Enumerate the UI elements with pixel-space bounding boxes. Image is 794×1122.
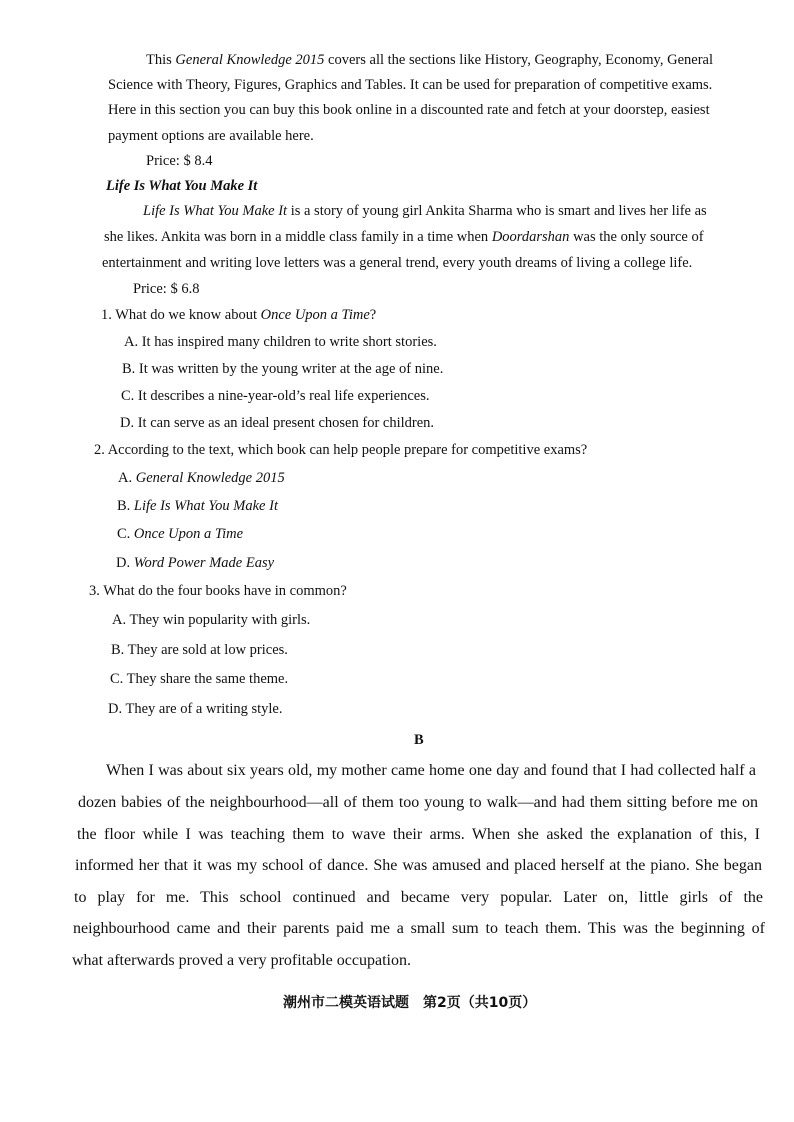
question-1-option-d: D. It can serve as an ideal present chosen for children. [120, 415, 435, 431]
life-paragraph-line-3: entertainment and writing love letters was a general trend, every youth dreams of living a college life. [102, 255, 693, 271]
question-2-option-a: A. General Knowledge 2015 [118, 470, 285, 486]
question-2-option-b: B. Life Is What You Make It [117, 498, 278, 514]
gk-book-title: General Knowledge 2015 [175, 52, 325, 68]
section-b-line-5: to play for me. This school continued and became very popular. Later on, little girls of the [74, 889, 763, 906]
question-2-option-d: D. Word Power Made Easy [116, 555, 275, 571]
gk-paragraph-line-1: This General Knowledge 2015 covers all the sections like History, Geography, Economy, General [146, 52, 713, 68]
life-heading: Life Is What You Make It [106, 178, 258, 194]
question-2-stem: 2. According to the text, which book can help people prepare for competitive exams? [94, 442, 588, 458]
section-b-heading: B [414, 732, 424, 748]
question-3-option-c: C. They share the same theme. [110, 671, 289, 687]
question-1-stem: 1. What do we know about Once Upon a Time? [101, 307, 377, 323]
section-b-line-1: When I was about six years old, my mother came home one day and found that I had collected half a [106, 762, 756, 779]
life-paragraph-line-2: she likes. Ankita was born in a middle class family in a time when Doordarshan was the only source of [104, 229, 704, 245]
question-3-option-b: B. They are sold at low prices. [111, 642, 288, 658]
question-1-option-b: B. It was written by the young writer at the age of nine. [122, 361, 444, 377]
question-3-option-d: D. They are of a writing style. [108, 701, 283, 717]
question-3-option-a: A. They win popularity with girls. [112, 612, 311, 628]
question-1-option-c: C. It describes a nine-year-old’s real life experiences. [121, 388, 430, 404]
section-b-line-6: neighbourhood came and their parents paid me a small sum to teach them. This was the beginning of [73, 920, 765, 937]
section-b-line-2: dozen babies of the neighbourhood—all of them too young to walk—and had them sitting before me on [78, 794, 758, 811]
page-footer: 潮州市二模英语试题 第2页（共10页） [283, 995, 537, 1011]
life-price: Price: $ 6.8 [133, 281, 200, 297]
gk-paragraph-line-4: payment options are available here. [108, 128, 314, 144]
question-3-stem: 3. What do the four books have in common? [89, 583, 347, 599]
question-2-option-c: C. Once Upon a Time [117, 526, 244, 542]
section-b-line-4: informed her that it was my school of dance. She was amused and placed herself at the piano. She began [75, 857, 762, 874]
question-1-option-a: A. It has inspired many children to write short stories. [124, 334, 437, 350]
section-b-line-7: what afterwards proved a very profitable occupation. [72, 952, 411, 969]
life-paragraph-line-1: Life Is What You Make It is a story of young girl Ankita Sharma who is smart and lives her life as [143, 203, 707, 219]
gk-paragraph-line-3: Here in this section you can buy this book online in a discounted rate and fetch at your doorstep, easiest [108, 102, 710, 118]
life-book-title: Life Is What You Make It [143, 203, 288, 219]
section-b-line-3: the floor while I was teaching them to wave their arms. When she asked the explanation of this, I [77, 826, 760, 843]
gk-price: Price: $ 8.4 [146, 153, 213, 169]
gk-paragraph-line-2: Science with Theory, Figures, Graphics and Tables. It can be used for preparation of competitive exams. [108, 77, 713, 93]
